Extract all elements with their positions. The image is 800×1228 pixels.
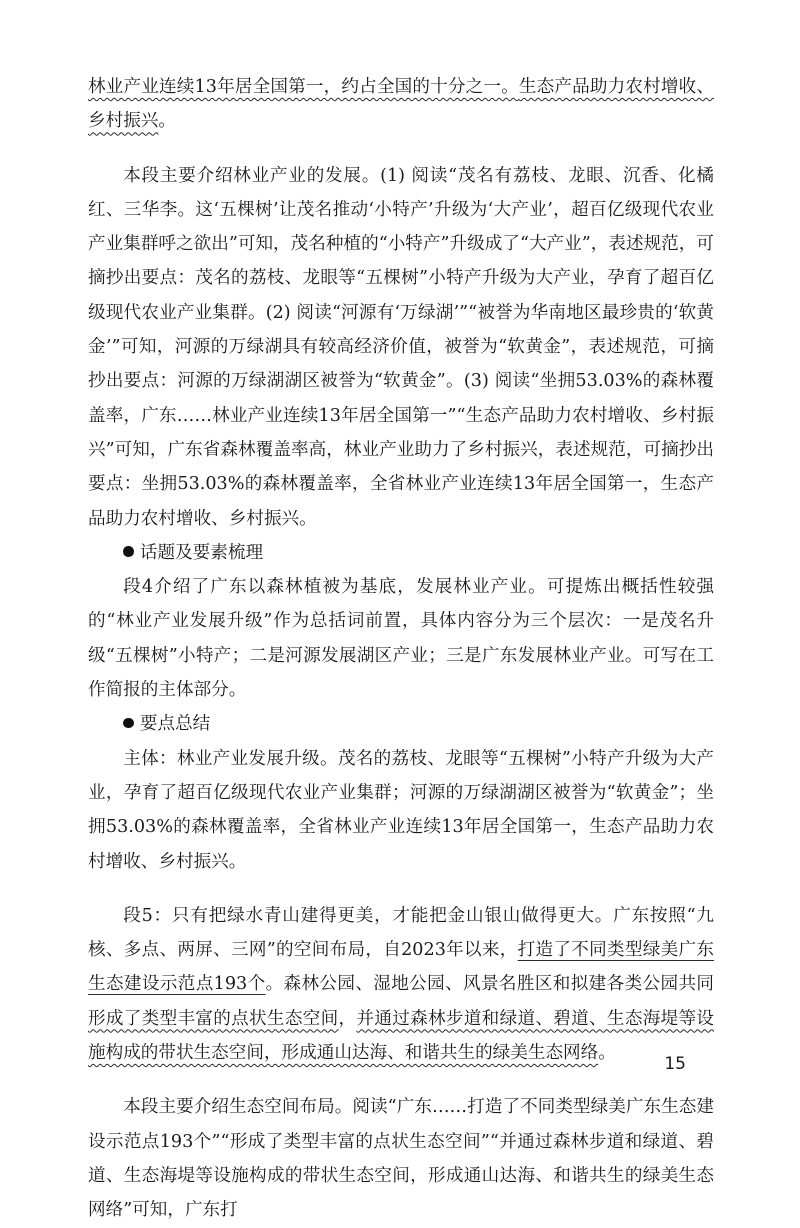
section-heading-topic [88, 536, 714, 570]
paragraph-source-5 [88, 899, 714, 1070]
source-text: ， [338, 1008, 357, 1029]
underlined-phrase: 打造了不同类型绿美广东生态建设示范点193个 [88, 940, 714, 995]
line-end: 。 [158, 111, 176, 132]
underlined-phrase: 林业产业连续13年居全国第一，约占全国的十分之一。 [88, 77, 519, 97]
underlined-phrase: 生态产品助力农村增收、乡村振兴 [88, 77, 714, 132]
source-text: 。 [598, 1043, 616, 1064]
page-content [88, 70, 714, 1228]
source-text: 。森林公园、湿地公园、风景名胜区和拟建各类公园共同 [265, 974, 714, 995]
heading-text: 要点总结 [139, 714, 211, 735]
paragraph-topic-elements: 段4介绍了广东以森林植被为基底，发展林业产业。可提炼出概括性较强的“林业产业发展升级”作为总括词前置，具体内容分为三个层次：一是茂名升级“五棵树”小特产；二是河源发展湖区产业；三是广东发展林业产业。可写在工作简报的主体部分。 [88, 577, 714, 701]
underlined-phrase: 并通过森林步道和绿道、碧道、生态海堤等设施构成的带状生态空间，形成通山达海、和谐共生的绿美生态网络 [88, 1008, 714, 1064]
paragraph-analysis-forestry: 本段主要介绍林业产业的发展。(1) 阅读“茂名有荔枝、龙眼、沉香、化橘红、三华李。这‘五棵树’让茂名推动‘小特产’升级为‘大产业’，超百亿级现代农业产业集群呼之欲出”可知，茂名种植的“小特产”升级成了“大产业”，表述规范，可摘抄出要点：茂名的荔枝、龙眼等“五棵树”小特产升级为大产业，孕育了超百亿级现代农业产业集群。(2) 阅读“河源有‘万绿湖’”“被誉为华南地区最珍贵的‘软黄金’”可知，河源的万绿湖具有较高经济价值，被誉为“软黄金”，表述规范，可摘抄出要点：河源的万绿湖湖区被誉为“软黄金”。(3) 阅读“坐拥53.03%的森林覆盖率，广东……林业产业连续13年居全国第一”“生态产品助力农村增收、乡村振兴”可知，广东省森林覆盖率高，林业产业助力了乡村振兴，表述规范，可摘抄出要点：坐拥53.03%的森林覆盖率，全省林业产业连续13年居全国第一，生态产品助力农村增收、乡村振兴。 [88, 165, 714, 529]
paragraph-analysis-ecology: 本段主要介绍生态空间布局。阅读“广东……打造了不同类型绿美广东生态建设示范点193个”“形成了类型丰富的点状生态空间”“并通过森林步道和绿道、碧道、生态海堤等设施构成的带状生态空间，形成通山达海、和谐共生的绿美生态网络”可知，广东打 [88, 1097, 714, 1221]
heading-text: 话题及要素梳理 [139, 542, 264, 563]
page-number: 15 [664, 1054, 686, 1074]
bullet-icon [123, 718, 134, 729]
source-text: 段5：只有把绿水青山建得更美，才能把金山银山做得更大。 [123, 905, 614, 926]
paragraph-summary: 主体：林业产业发展升级。茂名的荔枝、龙眼等“五棵树”小特产升级为大产业，孕育了超百亿级现代农业产业集群；河源的万绿湖湖区被誉为“软黄金”；坐拥53.03%的森林覆盖率，全省林业产业连续13年居全国第一，生态产品助力农村增收、乡村振兴。 [88, 748, 714, 872]
bullet-icon [123, 546, 134, 557]
section-heading-summary [88, 707, 714, 741]
source-text: 广东按照“九核、多点、两屏、三网”的空间布局，自2023年以来， [88, 905, 714, 961]
continuation-line [88, 70, 714, 139]
underlined-phrase: 形成了类型丰富的点状生态空间 [88, 1008, 339, 1029]
